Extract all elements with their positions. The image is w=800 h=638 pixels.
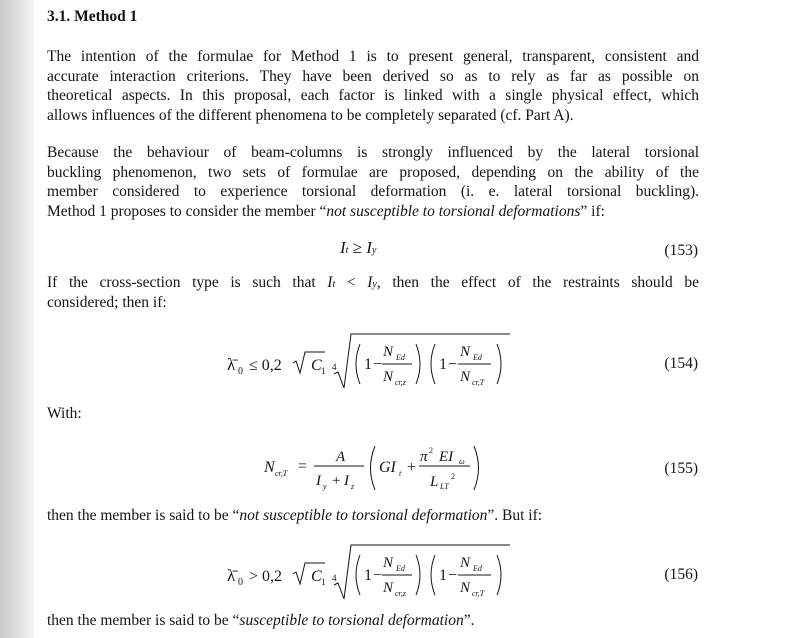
svg-text:0: 0 [238,366,243,377]
emphasis-text: susceptible to torsional deformation [239,612,464,629]
svg-text:1: 1 [364,356,372,373]
svg-text:1: 1 [364,567,372,584]
equation-number-153: (153) [664,242,698,259]
svg-text:L: L [430,474,439,490]
svg-text:C: C [311,357,322,374]
svg-text:+: + [332,473,341,489]
equation-155 [262,440,492,496]
svg-text:N: N [460,369,471,385]
svg-text:Ed: Ed [473,564,482,573]
equation-156 [225,541,515,603]
paragraph-cross-section-line1: If the cross-section type is such that It < Iy, then the effect of the restraints should be [47,274,699,291]
paragraph-ltb-influence [47,143,699,221]
svg-text:4: 4 [332,362,337,372]
paragraph-line: The intention of the formulae for Method 1 is to present general, transparent, consistent and [47,48,699,65]
section-heading: 3.1. Method 1 [47,8,138,25]
paragraph-line: buckling phenomenon, two sets of formulae are proposed, depending on the ability of the [47,163,699,181]
svg-text:2: 2 [451,472,455,481]
equation-153: It ≥ Iy [340,238,377,257]
with-label: With: [47,405,82,422]
paragraph-line: Because the behaviour of beam-columns is strongly influenced by the lateral torsional [47,144,699,161]
svg-text:−: − [448,567,458,584]
svg-text:cr,z: cr,z [395,378,406,387]
paragraph-line: theoretical aspects. In this proposal, each factor is linked with a single physical effect, which [47,87,699,104]
svg-text:Ed: Ed [473,353,482,362]
paragraph-cross-section-line2: considered; then if: [47,294,167,311]
svg-text:4: 4 [332,573,337,583]
svg-text:N: N [383,344,394,360]
paragraph-line: accurate interaction criterions. They have been derived so as to rely as far as possible on [47,67,699,85]
svg-text:π: π [420,449,428,465]
paragraph-not-susceptible: then the member is said to be “not susceptible to torsional deformation”. But if: [47,507,543,524]
svg-text:λ̄: λ̄ [227,566,236,585]
paragraph-line: Method 1 proposes to consider the member “not susceptible to torsional deformations” if: [47,202,605,220]
svg-text:Ed: Ed [396,564,405,573]
svg-text:> 0,2: > 0,2 [249,568,283,585]
equation-154 [225,330,515,392]
svg-text:cr,z: cr,z [395,589,406,598]
svg-text:EI: EI [439,449,454,465]
svg-text:N: N [383,555,394,571]
svg-text:cr,T: cr,T [275,469,288,478]
svg-text:cr,T: cr,T [472,378,485,387]
svg-text:≤ 0,2: ≤ 0,2 [249,357,282,374]
svg-text:+: + [407,459,417,476]
svg-text:1: 1 [439,356,447,373]
svg-text:−: − [373,356,383,373]
svg-text:1: 1 [439,567,447,584]
emphasis-text: not susceptible to torsional deformation [239,507,488,524]
paragraph-line: member considered to experience torsional deformation (i. e. lateral torsional buckling). [47,183,699,200]
paragraph-susceptible: then the member is said to be “susceptible to torsional deformation”. [47,612,475,629]
svg-text:N: N [383,580,394,596]
svg-text:A: A [336,449,346,465]
svg-text:C: C [311,568,322,585]
svg-text:1: 1 [321,577,326,587]
emphasis-text: not susceptible to torsional deformations [326,202,581,220]
svg-text:1: 1 [321,366,326,376]
svg-text:I: I [316,473,321,489]
svg-text:cr,T: cr,T [472,589,485,598]
equation-number-156: (156) [664,566,698,583]
svg-text:I: I [344,473,349,489]
svg-text:ω: ω [459,457,465,466]
svg-text:N: N [264,459,275,476]
svg-text:2: 2 [429,446,433,455]
svg-text:y: y [323,482,327,491]
paragraph-line: allows influences of the different phenomena to be completely separated (cf. Part A). [47,106,574,124]
equation-number-154: (154) [664,355,698,372]
svg-text:N: N [460,580,471,596]
svg-text:z: z [351,482,355,491]
svg-text:N: N [460,344,471,360]
svg-text:t: t [399,469,402,478]
svg-text:Ed: Ed [396,353,405,362]
svg-text:GI: GI [379,459,396,476]
svg-text:N: N [460,555,471,571]
svg-text:=: = [298,458,308,475]
paragraph-method1-intent [47,47,699,125]
svg-text:−: − [448,356,458,373]
svg-text:0: 0 [238,577,243,588]
svg-text:λ̄: λ̄ [227,355,236,374]
svg-text:N: N [383,369,394,385]
svg-text:LT: LT [440,482,449,491]
equation-number-155: (155) [664,460,698,477]
svg-text:−: − [373,567,383,584]
